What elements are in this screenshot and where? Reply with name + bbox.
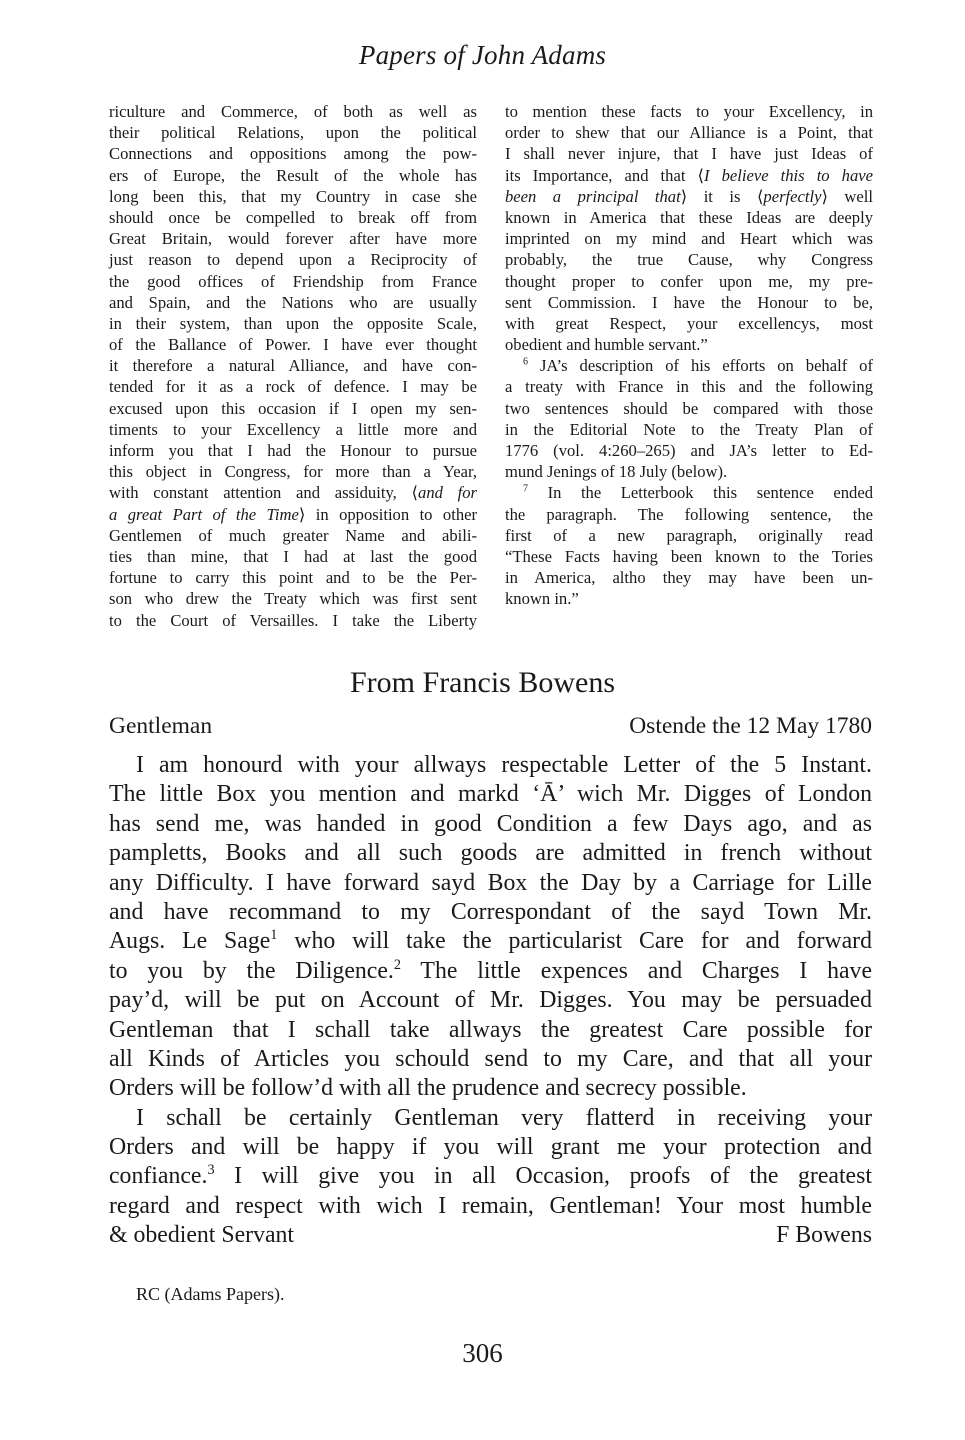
text-line: first of a new paragraph, originally read <box>505 525 873 545</box>
text-line: to the Court of Versailles. I take the Liberty <box>109 610 477 630</box>
text-line: I shall never injure, that I have just Ideas of <box>505 144 873 164</box>
text-line: “These Facts having been known to the Tories <box>505 546 873 566</box>
text-line: the good offices of Friendship from France <box>109 271 477 291</box>
text-line: just reason to depend upon a Reciprocity of <box>109 250 477 270</box>
signature: F Bowens <box>776 1222 872 1249</box>
text-line: Gentlemen of much greater Name and abili- <box>109 525 477 545</box>
footnote-text: JA’s description of his efforts on behalf of <box>539 356 873 376</box>
source-note: RC (Adams Papers). <box>136 1284 285 1304</box>
text-line: it therefore a natural Alliance, and have con- <box>109 356 477 376</box>
text-line: with constant attention and assiduity, ⟨and for <box>109 483 478 503</box>
text-line: obedient and humble servant.” <box>505 335 708 355</box>
letter-line: I schall be certainly Gentleman very flatterd in receiving your <box>136 1104 872 1131</box>
text-line: to mention these facts to your Excellency, in <box>505 102 873 121</box>
text-line: known in.” <box>505 589 579 609</box>
letter-line: pay’d, will be put on Account of Mr. Digges. You may be persuaded <box>109 987 872 1014</box>
text-line: of the Ballance of Power. I have ever thought <box>109 335 477 355</box>
text-line: with great Respect, your excellencys, most <box>505 313 873 333</box>
text-line: timents to your Excellency a little more and <box>109 419 477 439</box>
text-line <box>505 355 873 376</box>
text-line: probably, the true Cause, why Congress <box>505 250 873 270</box>
letter-line: has send me, was handed in good Condition a few Days ago, and as <box>109 810 872 837</box>
closing-row <box>109 1221 872 1250</box>
text-line: should once be compelled to break off from <box>109 207 477 227</box>
text-line: 1776 (vol. 4:260–265) and JA’s letter to Ed- <box>505 441 873 460</box>
footnote-text: In the Letterbook this sentence ended <box>547 483 874 503</box>
text-fragment: confiance. <box>109 1163 208 1190</box>
text-line: known in America that these Ideas are deeply <box>505 207 873 227</box>
page-number: 306 <box>462 1338 503 1368</box>
text-line: order to shew that our Alliance is a Point, that <box>505 123 873 143</box>
text-line: tended for it as a rock of defence. I may be <box>109 377 477 397</box>
letter-title: From Francis Bowens <box>350 666 615 699</box>
footnote-ref-1[interactable]: 1 <box>270 927 278 944</box>
closing: & obedient Servant <box>109 1222 295 1249</box>
letter-body <box>109 751 872 1251</box>
text-line: a treaty with France in this and the following <box>505 377 873 397</box>
text-line: fortune to carry this point and to be the Per- <box>109 568 477 588</box>
footnote-ref-2[interactable]: 2 <box>393 956 402 973</box>
text-fragment: Augs. Le Sage <box>109 928 271 955</box>
right-column <box>505 101 873 610</box>
letter-line <box>109 1162 872 1191</box>
text-line: their political Relations, upon the political <box>109 123 477 143</box>
text-line: inform you that I had the Honour to pursue <box>109 441 477 460</box>
salutation: Gentleman <box>109 713 213 739</box>
letter-line: and have recommand to my Correspondant of the sayd Town Mr. <box>109 898 872 925</box>
text-line: two sentences should be compared with those <box>505 398 873 418</box>
text-line: its Importance, and that ⟨I believe this to have <box>505 165 873 185</box>
text-line: ties than mine, that I had at last the good <box>109 546 477 566</box>
text-line: imprinted on my mind and Heart which was <box>505 229 873 249</box>
text-line: been a principal that⟩ it is ⟨perfectly⟩ well <box>505 186 873 206</box>
text-line: this object in Congress, for more than a Year, <box>109 462 477 482</box>
text-fragment: who will take the particularist Care for and forward <box>277 928 872 955</box>
left-column <box>109 101 477 631</box>
letter-line: all Kinds of Articles you schould send to my Care, and that all your <box>109 1045 872 1072</box>
text-line: in the Editorial Note to the Treaty Plan of <box>505 419 873 439</box>
text-line: in their system, than upon the opposite Scale, <box>109 313 477 333</box>
text-line: son who drew the Treaty which was first sent <box>109 589 477 609</box>
letter-line <box>109 957 872 986</box>
text-line: thought proper to confer upon me, my pre- <box>505 271 873 291</box>
salutation-row <box>109 713 872 740</box>
text-line: Great Britain, would forever after have more <box>109 229 477 249</box>
footnote-ref-3[interactable]: 3 <box>207 1162 215 1179</box>
letter-line: Orders will be follow’d with all the prudence and secrecy possible. <box>109 1075 747 1102</box>
footnote-6 <box>505 355 873 482</box>
text-line: Connections and oppositions among the pow- <box>109 144 477 164</box>
running-head: Papers of John Adams <box>358 40 607 70</box>
text-line: sent Commission. I have the Honour to be, <box>505 292 873 312</box>
text-line: riculture and Commerce, of both as well as <box>109 102 477 121</box>
letter-line: Orders and will be happy if you will grant me your protection and <box>109 1134 872 1161</box>
text-line: a great Part of the Time⟩ in opposition to other <box>109 504 478 524</box>
letter-line <box>109 927 872 956</box>
text-line: ers of Europe, the Result of the whole has <box>109 165 477 185</box>
text-line: mund Jenings of 18 July (below). <box>505 462 728 482</box>
dateline: Ostende the 12 May 1780 <box>629 713 872 739</box>
text-line: excused upon this occasion if I open my sen- <box>109 398 477 418</box>
text-fragment: I will give you in all Occasion, proofs of the greatest <box>214 1163 872 1190</box>
text-line: the paragraph. The following sentence, the <box>505 504 873 524</box>
text-line: in America, altho they may have been un- <box>505 568 873 588</box>
footnote-7 <box>505 482 873 609</box>
letter-line: regard and respect with wich I remain, Gentleman! Your most humble <box>109 1192 872 1219</box>
text-line: and Spain, and the Nations who are usually <box>109 292 477 312</box>
footnote-marker: 6 <box>523 356 528 368</box>
text-line: long been this, that my Country in case she <box>109 186 477 206</box>
letter-line: The little Box you mention and markd ‘Ā’ wich Mr. Digges of London <box>109 781 872 808</box>
footnote-marker: 7 <box>523 483 528 495</box>
letter-line: I am honourd with your allways respectable Letter of the 5 Instant. <box>136 752 872 778</box>
text-fragment: The little expences and Charges I have <box>401 957 873 984</box>
letter-line: pampletts, Books and all such goods are admitted in french without <box>109 840 872 867</box>
text-fragment: to you by the Diligence. <box>109 957 394 984</box>
letter-line: any Difficulty. I have forward sayd Box the Day by a Carriage for Lille <box>109 869 872 896</box>
letter-line: Gentleman that I schall take allways the greatest Care possible for <box>109 1016 872 1043</box>
text-line <box>505 482 873 503</box>
